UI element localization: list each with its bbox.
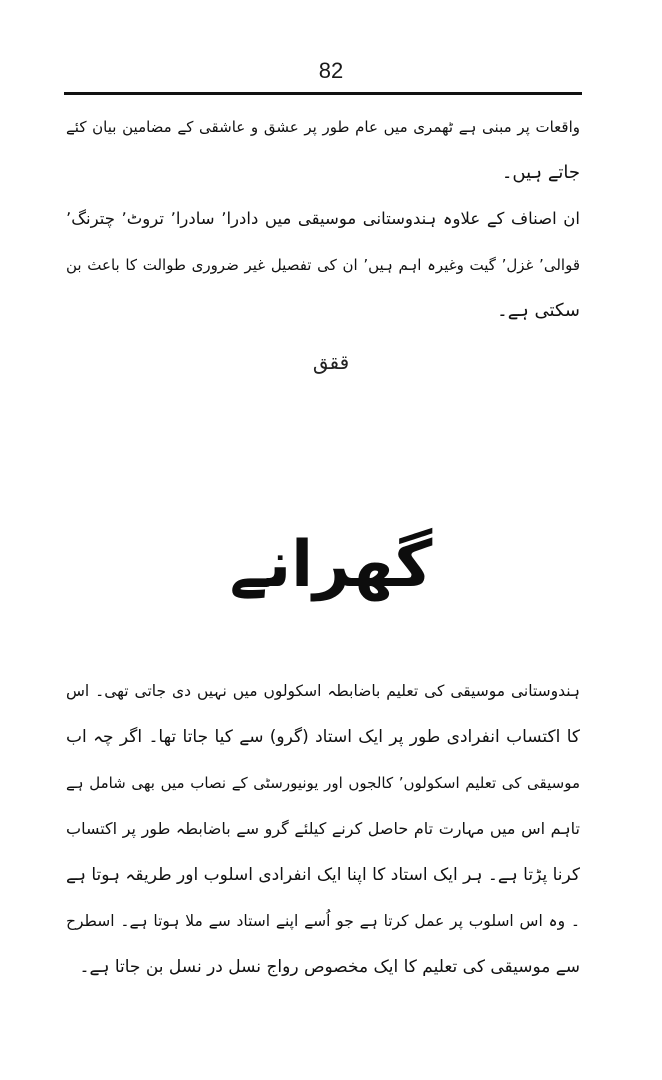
paragraph-line: تاہم اس میں مہارت تام حاصل کرنے کیلئے گرو سے باضابطہ طور پر اکتساب <box>66 819 580 838</box>
paragraph <box>66 196 580 334</box>
paragraph <box>66 104 580 196</box>
paragraph-line: ان اصناف کے علاوہ ہندوستانی موسیقی میں دادرا٬ سادرا٬ تروٹ٬ چترنگ٬ <box>66 209 580 228</box>
paragraph-line: واقعات پر مبنی ہے ٹھمری میں عام طور پر عشق و عاشقی کے مضامین بیان کئے <box>66 118 580 136</box>
chapter-title: گھرانے <box>229 528 433 602</box>
paragraph-line: کا اکتساب انفرادی طور پر ایک استاد (گرو) سے کیا جاتا تھا۔ اگر چہ اب <box>66 727 580 747</box>
header-rule <box>64 92 582 95</box>
paragraph-line: موسیقی کی تعلیم اسکولوں٬ کالجوں اور یونیورسٹی کے نصاب میں بھی شامل ہے <box>66 774 580 792</box>
chapter-body <box>66 668 580 990</box>
paragraph-line: قوالی٬ غزل٬ گیت وغیرہ اہم ہیں٬ ان کی تفصیل غیر ضروری طوالت کا باعث بن <box>66 256 580 274</box>
paragraph-line: جاتے ہیں۔ <box>501 162 580 183</box>
paragraph-line: ہندوستانی موسیقی کی تعلیم باضابطہ اسکولوں میں نہیں دی جاتی تھی۔ اس <box>66 682 580 700</box>
section-separator: ققق <box>312 350 350 374</box>
paragraph-line: سکتی ہے۔ <box>497 300 580 321</box>
paragraph <box>66 668 580 990</box>
paragraph-line: ۔ وہ اس اسلوب پر عمل کرتا ہے جو اُسے اپنے استاد سے ملا ہوتا ہے۔ اسطرح <box>66 912 580 930</box>
top-text-block <box>66 104 580 334</box>
page-number: 82 <box>318 58 344 83</box>
paragraph-line: سے موسیقی کی تعلیم کا ایک مخصوص رواج نسل در نسل بن جاتا ہے۔ <box>79 957 580 977</box>
paragraph-line: کرنا پڑتا ہے۔ ہر ایک استاد کا اپنا ایک انفرادی اسلوب اور طریقہ ہوتا ہے <box>66 865 580 885</box>
